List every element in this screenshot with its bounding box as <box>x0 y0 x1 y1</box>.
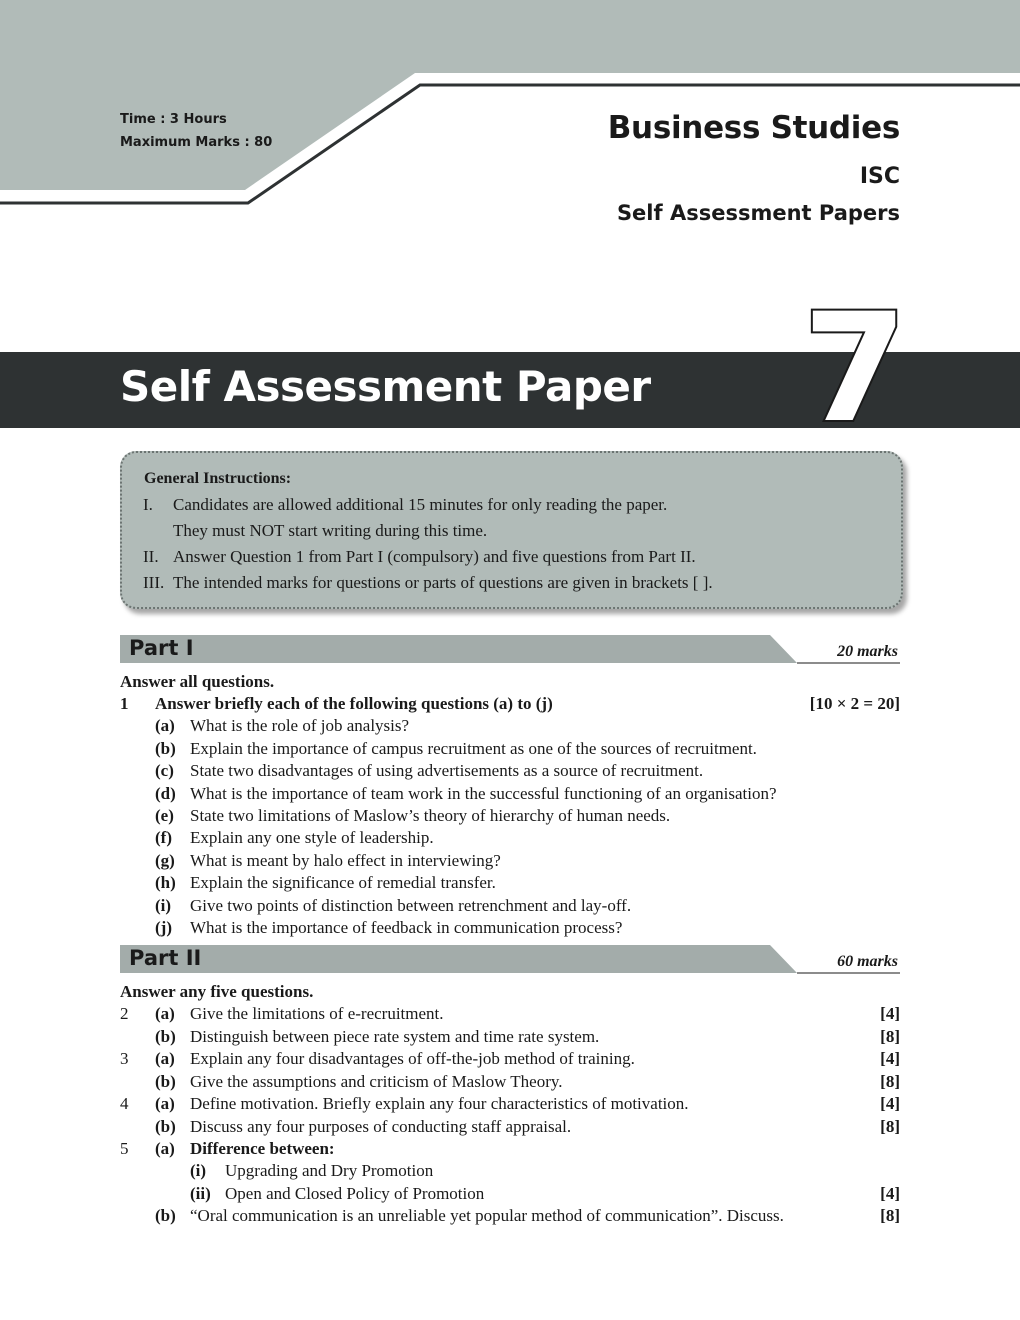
subquestion-text: Give two points of distinction between retrenchment and lay-off. <box>190 896 632 915</box>
subquestion-label: (f) <box>155 828 172 847</box>
instruction-item <box>143 547 696 567</box>
subquestion-marks: [8] <box>880 1027 900 1046</box>
subquestion-label: (e) <box>155 806 174 825</box>
subquestion-label: (b) <box>155 1027 176 1046</box>
subquestion-text: Explain any four disadvantages of off-the-job method of training. <box>190 1049 635 1068</box>
part-2-marks: 60 marks <box>837 953 898 970</box>
subject-title: Business Studies <box>607 110 900 146</box>
subquestion-marks: [4] <box>880 1184 900 1203</box>
part-2-bar <box>120 944 900 976</box>
subquestion-text: What is the importance of team work in the successful functioning of an organisation? <box>190 784 777 803</box>
subquestion-marks: [4] <box>880 1094 900 1113</box>
subquestion-text: Discuss any four purposes of conducting staff appraisal. <box>190 1117 572 1136</box>
subquestion-label: (j) <box>155 918 172 937</box>
maximum-marks: Maximum Marks : 80 <box>120 135 273 150</box>
subquestion-text: What is the role of job analysis? <box>190 716 410 735</box>
subquestion-text: “Oral communication is an unreliable yet popular method of communication”. Discuss. <box>190 1206 784 1225</box>
part-2-title: Part II <box>129 946 202 970</box>
subquestion-text: Explain the significance of remedial transfer. <box>190 873 496 892</box>
subquestion-label: (b) <box>155 1206 176 1225</box>
subquestion-label: (d) <box>155 784 176 803</box>
subquestion-marks: [8] <box>880 1117 900 1136</box>
subquestion-label: (a) <box>155 1049 175 1068</box>
question-number: 1 <box>120 694 129 713</box>
subquestion-marks: [8] <box>880 1206 900 1225</box>
subquestion-marks: [4] <box>880 1049 900 1068</box>
subquestion-text: What is meant by halo effect in interviewing? <box>190 851 501 870</box>
instruction-number: II. <box>143 547 159 566</box>
part-2-directive: Answer any five questions. <box>120 982 314 1001</box>
instruction-text: Answer Question 1 from Part I (compulsory) and five questions from Part II. <box>173 547 696 566</box>
subquestion-label: (i) <box>155 896 172 915</box>
part-1-directive: Answer all questions. <box>120 672 275 691</box>
sub-subquestion-label: (ii) <box>190 1184 211 1203</box>
instruction-text: The intended marks for questions or parts of questions are given in brackets [ ]. <box>173 573 713 592</box>
sub-subquestion-label: (i) <box>190 1161 207 1180</box>
series-name: Self Assessment Papers <box>616 201 900 225</box>
question-number: 5 <box>120 1139 129 1158</box>
subquestion-label: (a) <box>155 716 175 735</box>
question-number: 4 <box>120 1094 129 1113</box>
instruction-item <box>143 521 487 541</box>
instructions-box <box>120 451 903 609</box>
subquestion-label: (a) <box>155 1139 175 1158</box>
question-number: 2 <box>120 1004 129 1023</box>
subquestion-label: (g) <box>155 851 175 870</box>
subquestion-marks: [8] <box>880 1072 900 1091</box>
question-number: 3 <box>120 1049 129 1068</box>
sub-subquestion-text: Upgrading and Dry Promotion <box>225 1161 434 1180</box>
sub-subquestion-text: Open and Closed Policy of Promotion <box>225 1184 485 1203</box>
subquestion-text: Explain the importance of campus recruitment as one of the sources of recruitment. <box>190 739 757 758</box>
subquestion-text: Difference between: <box>190 1139 335 1158</box>
paper-title: Self Assessment Paper <box>120 362 651 411</box>
subquestion-text: Give the assumptions and criticism of Maslow Theory. <box>190 1072 563 1091</box>
instruction-text: They must NOT start writing during this time. <box>173 521 488 540</box>
question-marks: [10 × 2 = 20] <box>809 694 900 713</box>
instruction-item <box>143 495 667 515</box>
instruction-text: Candidates are allowed additional 15 minutes for only reading the paper. <box>173 495 668 514</box>
subquestion-label: (h) <box>155 873 176 892</box>
subquestion-text: What is the importance of feedback in communication process? <box>190 918 623 937</box>
subquestion-text: Define motivation. Briefly explain any four characteristics of motivation. <box>190 1094 689 1113</box>
header-panel <box>0 0 1020 190</box>
subquestion-label: (b) <box>155 1117 176 1136</box>
subquestion-label: (a) <box>155 1004 175 1023</box>
part-1-marks: 20 marks <box>837 643 898 660</box>
subquestion-label: (a) <box>155 1094 175 1113</box>
instructions-heading: General Instructions: <box>144 470 292 487</box>
subquestion-text: Explain any one style of leadership. <box>190 828 434 847</box>
board-name: ISC <box>859 164 900 189</box>
subquestion-label: (b) <box>155 1072 176 1091</box>
question-text: Answer briefly each of the following questions (a) to (j) <box>155 694 553 713</box>
subquestion-text: Give the limitations of e-recruitment. <box>190 1004 444 1023</box>
paper-number <box>800 300 910 430</box>
subquestion-marks: [4] <box>880 1004 900 1023</box>
instruction-item <box>143 573 713 593</box>
exam-duration: Time : 3 Hours <box>120 112 227 127</box>
subquestion-label: (c) <box>155 761 174 780</box>
instruction-number: III. <box>143 573 165 592</box>
paper-number-text: 7 <box>802 300 908 430</box>
part-1-bar <box>120 634 900 666</box>
subquestion-text: Distinguish between piece rate system and time rate system. <box>190 1027 600 1046</box>
instruction-number: I. <box>143 495 153 514</box>
subquestion-label: (b) <box>155 739 176 758</box>
subquestion-text: State two limitations of Maslow’s theory of hierarchy of human needs. <box>190 806 671 825</box>
subquestion-text: State two disadvantages of using advertisements as a source of recruitment. <box>190 761 704 780</box>
part-1-title: Part I <box>129 636 194 660</box>
